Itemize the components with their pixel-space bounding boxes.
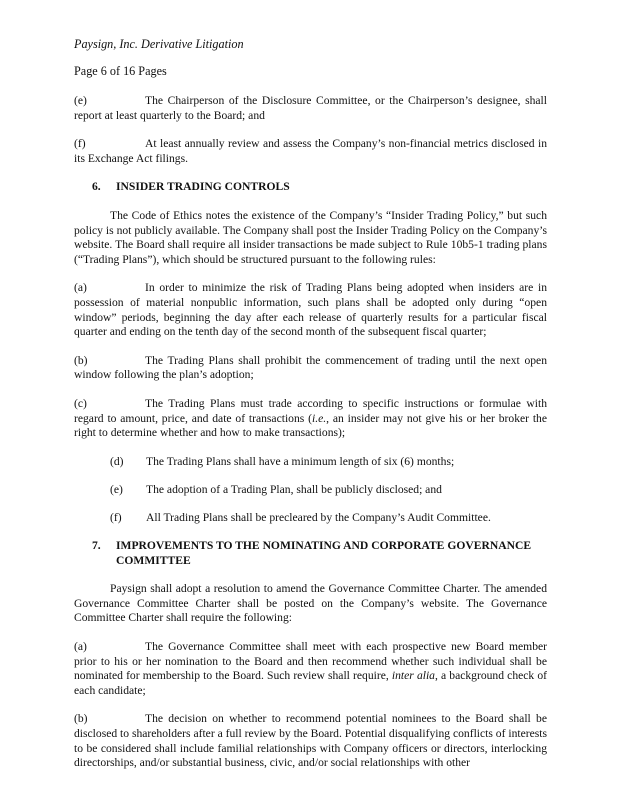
section-title: INSIDER TRADING CONTROLS <box>116 180 290 194</box>
section-6-item-e <box>74 483 547 498</box>
item-text-italic: i.e. <box>311 411 327 425</box>
item-text: , a background check of each candidate; <box>74 669 547 697</box>
item-text: The Trading Plans shall prohibit the commencement of trading until the next open window following the plan’s adoption; <box>74 353 547 382</box>
page-number: Page 6 of 16 Pages <box>74 64 167 78</box>
item-text-italic: inter alia <box>391 669 435 683</box>
paragraph-e-top <box>74 94 547 123</box>
document-header-title: Paysign, Inc. Derivative Litigation <box>74 37 244 51</box>
section-7-item-a <box>74 640 547 698</box>
item-text: The Chairperson of the Disclosure Committee, or the Chairperson’s designee, shall report at least quarterly to the Board; and <box>74 94 547 122</box>
item-label: (a) <box>74 639 87 653</box>
section-7-heading <box>74 539 547 568</box>
item-text: The decision on whether to recommend potential nominees to the Board shall be disclosed to shareholders after a full review by the Board. Potential disqualifying conflicts of interests to be considered shall include familial relationships with Company officers or directors, interlocking directorships, and/or substantial business, civic, and/or social relationships with other <box>74 712 547 770</box>
section-number: 7. <box>92 538 101 552</box>
item-label: (a) <box>74 281 87 295</box>
item-label: (e) <box>74 94 87 107</box>
item-text: The Governance Committee shall meet with each prospective new Board member prior to his or her nomination to the Board and then recommend whether such individual shall be nominated for membership to the Board. Such review shall require, <box>74 639 547 683</box>
section-6-item-c <box>74 397 547 441</box>
section-title: IMPROVEMENTS TO THE NOMINATING AND CORPORATE GOVERNANCE COMMITTEE <box>116 538 532 567</box>
item-label: (b) <box>74 353 88 367</box>
item-text: The Trading Plans shall have a minimum length of six (6) months; <box>146 454 455 468</box>
item-label: (b) <box>74 712 88 726</box>
section-6-intro: The Code of Ethics notes the existence of the Company’s “Insider Trading Policy,” but such policy is not publicly available. The Company shall post the Insider Trading Policy on the Company’s website. The Board shall require all insider transactions be made subject to Rule 10b5-1 trading plans (“Trading Plans”), which should be structured pursuant to the following rules: <box>74 208 547 266</box>
section-7-intro: Paysign shall adopt a resolution to amend the Governance Committee Charter. The amended Governance Committee Charter shall be posted on the Company’s website. The Governance Committee Charter shall require the following: <box>74 582 547 625</box>
section-6-item-a <box>74 281 547 339</box>
section-number: 6. <box>92 180 101 194</box>
paragraph-f-top <box>74 137 547 166</box>
item-text: The Trading Plans must trade according to specific instructions or formulae with regard to amount, price, and date of transactions ( <box>74 396 547 425</box>
section-6-heading <box>74 180 547 195</box>
item-text: The adoption of a Trading Plan, shall be publicly disclosed; and <box>146 482 442 496</box>
item-label: (f) <box>110 510 122 524</box>
document-body <box>74 94 547 785</box>
item-label: (e) <box>110 482 123 496</box>
section-6-item-d <box>74 455 547 470</box>
item-text: In order to minimize the risk of Trading Plans being adopted when insiders are in possession of material nonpublic information, such plans shall be adopted only during “open window” periods, beginning the day after each release of quarterly results for a particular fiscal quarter and ending on the tenth day of the second month of the subsequent fiscal quarter; <box>74 281 547 339</box>
item-label: (f) <box>74 137 86 151</box>
section-7-item-b <box>74 712 547 770</box>
item-text: All Trading Plans shall be precleared by the Company’s Audit Committee. <box>146 510 491 524</box>
item-text: , an insider may not give his or her broker the right to determine whether and how to make transactions); <box>74 411 548 440</box>
section-6-item-f <box>74 511 547 526</box>
item-text: At least annually review and assess the Company’s non-financial metrics disclosed in its Exchange Act filings. <box>74 137 547 165</box>
section-6-item-b <box>74 354 547 383</box>
item-label: (d) <box>110 454 124 468</box>
item-label: (c) <box>74 396 87 410</box>
